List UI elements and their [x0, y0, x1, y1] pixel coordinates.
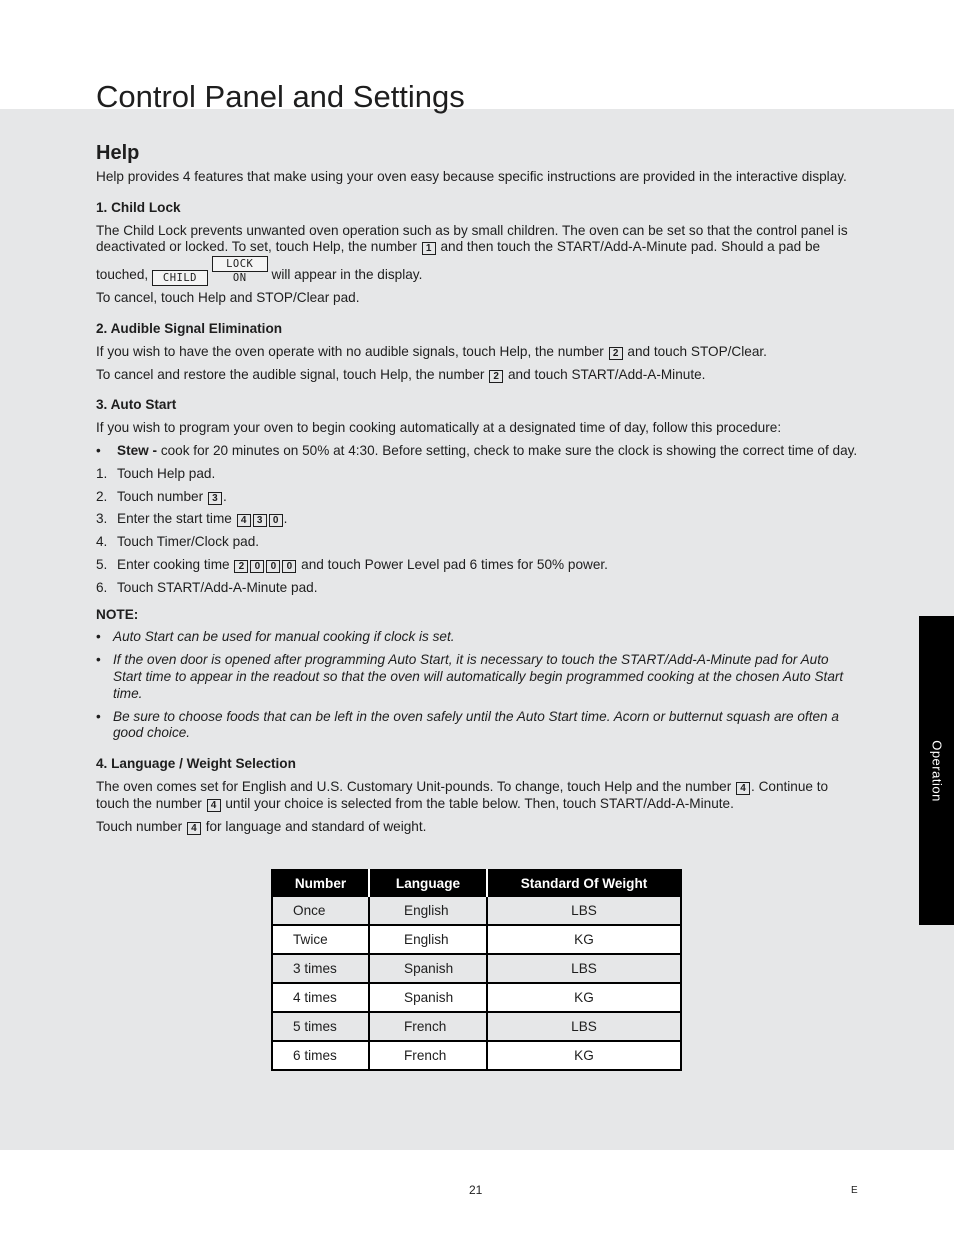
child-lock-text	[96, 223, 858, 287]
cell-number: 5 times	[272, 1012, 369, 1041]
table-row	[272, 983, 681, 1012]
child-lock-text-c: will appear in the display.	[271, 267, 423, 283]
key-4: 4	[237, 514, 251, 527]
bullet-marker: •	[96, 708, 101, 724]
step-text: Touch START/Add-A-Minute pad.	[117, 579, 318, 595]
audible-p1-a: If you wish to have the oven operate with no audible signals, touch Help, the number	[96, 343, 604, 359]
header-number: Number	[272, 870, 369, 896]
step-text: Touch number	[117, 488, 204, 504]
audible-text-1	[96, 344, 858, 361]
table-row	[272, 896, 681, 925]
cell-weight: KG	[487, 925, 681, 954]
stew-text: cook for 20 minutes on 50% at 4:30. Before setting, check to make sure the clock is showing the correct time of day.	[160, 442, 858, 458]
language-text-2	[96, 819, 858, 836]
child-lock-text-a: The Child Lock prevents unwanted oven operation such as by small children. The oven can be set so that the control panel is deactivated or locked. To set, touch Help, the number	[96, 222, 848, 255]
table-row	[272, 925, 681, 954]
step-number: 1.	[96, 465, 108, 481]
step-3	[96, 511, 858, 528]
key-4: 4	[187, 822, 201, 835]
step-number: 3.	[96, 511, 108, 527]
key-0: 0	[250, 560, 264, 573]
operation-section-tab	[919, 616, 954, 925]
cell-weight: LBS	[487, 896, 681, 925]
display-child: CHILD	[152, 270, 208, 286]
step-text: Enter the start time	[117, 511, 232, 527]
key-0: 0	[282, 560, 296, 573]
side-tab-label: Operation	[929, 739, 944, 802]
step-5	[96, 557, 858, 574]
key-4: 4	[207, 799, 221, 812]
cell-weight: KG	[487, 1041, 681, 1070]
table-header-row	[272, 870, 681, 896]
step-end: .	[283, 511, 288, 527]
note-text: Auto Start can be used for manual cooking if clock is set.	[113, 629, 455, 645]
step-number: 6.	[96, 579, 108, 595]
key-1: 1	[422, 242, 436, 255]
note-item	[96, 709, 858, 743]
key-2: 2	[234, 560, 248, 573]
note-item	[96, 629, 858, 646]
bullet-marker: •	[96, 652, 101, 668]
key-0: 0	[269, 514, 283, 527]
note-item	[96, 652, 858, 702]
cell-weight: LBS	[487, 954, 681, 983]
cell-language: Spanish	[369, 954, 487, 983]
help-heading: Help	[96, 142, 140, 164]
table-row	[272, 954, 681, 983]
cell-language: English	[369, 896, 487, 925]
child-lock-heading: 1. Child Lock	[96, 199, 181, 215]
table-row	[272, 1041, 681, 1070]
help-intro: Help provides 4 features that make using your oven easy because specific instructions are provided in the interactive display.	[96, 169, 847, 184]
language-p1-a: The oven comes set for English and U.S. Customary Unit-pounds. To change, touch Help and the number	[96, 778, 732, 794]
note-label: NOTE:	[96, 606, 139, 622]
language-heading: 4. Language / Weight Selection	[96, 756, 296, 772]
cell-number: 4 times	[272, 983, 369, 1012]
cell-language: French	[369, 1012, 487, 1041]
step-6	[96, 580, 858, 597]
step-4	[96, 534, 858, 551]
language-text-1	[96, 779, 858, 813]
language-p2-a: Touch number	[96, 818, 183, 834]
key-2: 2	[609, 347, 623, 360]
header-language: Language	[369, 870, 487, 896]
auto-start-bullet	[96, 443, 858, 460]
stew-label: Stew -	[117, 442, 158, 458]
step-2	[96, 489, 858, 506]
bullet-marker: •	[96, 442, 101, 458]
auto-start-intro: If you wish to program your oven to begin cooking automatically at a designated time of day, follow this procedure:	[96, 420, 782, 436]
child-lock-text-b: and then touch the START/Add-A-Minute pad. Should a pad be touched,	[96, 239, 821, 283]
step-1	[96, 466, 858, 483]
step-text: Touch Help pad.	[117, 465, 216, 481]
step-number: 2.	[96, 488, 108, 504]
bullet-marker: •	[96, 629, 101, 645]
page-title: Control Panel and Settings	[96, 79, 465, 114]
cell-number: 6 times	[272, 1041, 369, 1070]
table-row	[272, 1012, 681, 1041]
audible-heading: 2. Audible Signal Elimination	[96, 320, 283, 336]
page-number: 21	[469, 1183, 483, 1197]
child-lock-cancel: To cancel, touch Help and STOP/Clear pad.	[96, 290, 360, 306]
step-number: 5.	[96, 556, 108, 572]
key-0: 0	[266, 560, 280, 573]
cell-number: Twice	[272, 925, 369, 954]
note-text: Be sure to choose foods that can be left in the oven safely until the Auto Start time. Acorn or butternut squash are often a good choice.	[113, 708, 839, 741]
key-3: 3	[208, 492, 222, 505]
step-text: Enter cooking time	[117, 556, 230, 572]
key-2: 2	[489, 370, 503, 383]
language-p1-b: . Continue to touch the number	[96, 778, 829, 811]
cell-weight: LBS	[487, 1012, 681, 1041]
display-lock-on: LOCK ON	[212, 256, 268, 272]
key-3: 3	[253, 514, 267, 527]
page-language-letter: E	[851, 1185, 858, 1196]
step-text-end: and touch Power Level pad 6 times for 50% power.	[301, 556, 608, 572]
audible-p2-a: To cancel and restore the audible signal, touch Help, the number	[96, 366, 485, 382]
step-text: Touch Timer/Clock pad.	[117, 534, 260, 550]
note-text: If the oven door is opened after programming Auto Start, it is necessary to touch the START/Add-A-Minute pad for Auto Start time to appear in the readout so that the oven will automatically begin programmed cooking at the chosen Auto Start time.	[113, 652, 844, 701]
audible-p2-b: and touch START/Add-A-Minute.	[507, 366, 706, 382]
header-standard-of-weight: Standard Of Weight	[487, 870, 681, 896]
cell-language: French	[369, 1041, 487, 1070]
language-p2-b: for language and standard of weight.	[205, 818, 427, 834]
cell-number: Once	[272, 896, 369, 925]
key-4: 4	[736, 782, 750, 795]
cell-weight: KG	[487, 983, 681, 1012]
cell-language: Spanish	[369, 983, 487, 1012]
cell-number: 3 times	[272, 954, 369, 983]
help-section	[96, 140, 858, 835]
audible-text-2	[96, 367, 858, 384]
cell-language: English	[369, 925, 487, 954]
audible-p1-b: and touch STOP/Clear.	[627, 343, 767, 359]
step-number: 4.	[96, 534, 108, 550]
auto-start-heading: 3. Auto Start	[96, 397, 177, 413]
language-weight-table	[271, 869, 682, 1071]
step-end: .	[222, 488, 227, 504]
language-p1-c: until your choice is selected from the table below. Then, touch START/Add-A-Minute.	[225, 795, 734, 811]
